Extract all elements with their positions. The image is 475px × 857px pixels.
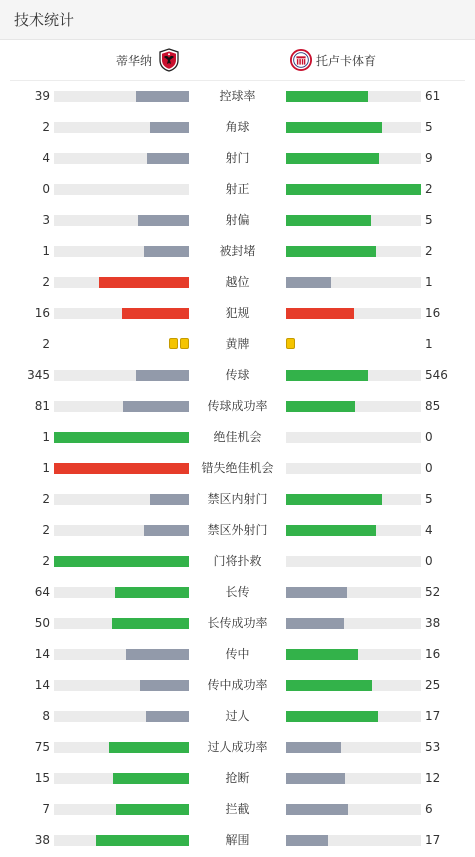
home-value: 1	[42, 461, 50, 475]
home-bar-fill	[116, 804, 189, 815]
home-value: 15	[34, 771, 50, 785]
away-value: 6	[425, 802, 433, 816]
stat-label: 长传	[225, 585, 250, 599]
home-bar-fill	[123, 401, 189, 412]
home-bar-track	[54, 215, 189, 226]
away-value: 1	[425, 337, 433, 351]
home-bar-track	[54, 649, 189, 660]
stat-row	[0, 825, 475, 856]
home-bar-fill	[54, 463, 189, 474]
away-bar-track	[286, 804, 421, 815]
away-value: 0	[425, 554, 433, 568]
home-bar-fill	[150, 494, 189, 505]
home-value: 2	[42, 120, 50, 134]
stat-label: 抢断	[225, 771, 250, 785]
home-value: 75	[34, 740, 50, 754]
away-bar-track	[286, 246, 421, 257]
stat-label: 犯规	[225, 306, 250, 320]
stat-row	[0, 143, 475, 174]
away-bar-track	[286, 525, 421, 536]
stat-row	[0, 608, 475, 639]
stat-row	[0, 794, 475, 825]
home-value: 1	[42, 430, 50, 444]
stat-row	[0, 391, 475, 422]
stat-row	[0, 205, 475, 236]
stat-label: 错失绝佳机会	[201, 461, 274, 475]
home-bar-fill	[136, 91, 189, 102]
away-bar-track	[286, 711, 421, 722]
home-bar-fill	[147, 153, 189, 164]
home-bar-track	[54, 308, 189, 319]
away-bar-fill	[286, 835, 328, 846]
home-bar-track	[54, 525, 189, 536]
stat-label: 绝佳机会	[213, 430, 262, 444]
away-bar-track	[286, 153, 421, 164]
stat-row	[0, 422, 475, 453]
home-bar-track	[54, 277, 189, 288]
away-value: 52	[425, 585, 441, 599]
stat-label: 射门	[225, 151, 250, 165]
home-team-name: 蒂华纳	[115, 53, 152, 68]
home-bar-track	[54, 711, 189, 722]
home-team[interactable]	[116, 48, 180, 72]
home-value: 345	[27, 368, 50, 382]
stat-row	[0, 577, 475, 608]
home-value: 0	[42, 182, 50, 196]
stat-label: 射偏	[225, 213, 250, 227]
home-bar-fill	[96, 835, 189, 846]
stat-label: 过人成功率	[207, 740, 268, 754]
stat-row	[0, 329, 475, 360]
stat-label: 门将扑救	[213, 554, 262, 568]
home-bar-fill	[126, 649, 189, 660]
home-bar-fill	[138, 215, 189, 226]
home-value: 38	[34, 833, 50, 847]
stat-row	[0, 174, 475, 205]
away-bar-fill	[286, 649, 358, 660]
home-bar-track	[54, 680, 189, 691]
away-value: 2	[425, 182, 433, 196]
away-value: 546	[425, 368, 448, 382]
away-bar-fill	[286, 494, 382, 505]
stat-label: 禁区内射门	[207, 492, 268, 506]
home-value: 81	[34, 399, 50, 413]
teams-bar	[10, 40, 465, 81]
stat-label: 被封堵	[219, 244, 256, 258]
home-bar-fill	[140, 680, 189, 691]
stat-row	[0, 732, 475, 763]
away-bar-track	[286, 618, 421, 629]
home-bar-fill	[146, 711, 189, 722]
stat-label: 控球率	[219, 89, 256, 103]
stat-row	[0, 515, 475, 546]
home-value: 50	[34, 616, 50, 630]
away-bar-fill	[286, 370, 368, 381]
away-bar-fill	[286, 618, 344, 629]
stat-row	[0, 763, 475, 794]
away-bar-track	[286, 122, 421, 133]
home-bar-track	[54, 401, 189, 412]
home-bar-track	[54, 432, 189, 443]
home-value: 64	[34, 585, 50, 599]
away-value: 0	[425, 430, 433, 444]
away-bar-track	[286, 649, 421, 660]
home-bar-track	[54, 556, 189, 567]
home-value: 2	[42, 523, 50, 537]
stat-label: 传中	[225, 647, 250, 661]
stat-label: 长传成功率	[207, 616, 268, 630]
home-value: 7	[42, 802, 50, 816]
home-bar-fill	[113, 773, 189, 784]
away-value: 12	[425, 771, 441, 785]
stat-row	[0, 298, 475, 329]
home-bar-track	[54, 494, 189, 505]
home-bar-track	[54, 370, 189, 381]
stat-row	[0, 360, 475, 391]
away-bar-fill	[286, 711, 378, 722]
away-value: 4	[425, 523, 433, 537]
away-bar-track	[286, 463, 421, 474]
away-bar-fill	[286, 122, 382, 133]
home-value: 39	[34, 89, 50, 103]
stat-label: 传中成功率	[207, 678, 268, 692]
away-value: 0	[425, 461, 433, 475]
stat-label: 越位	[225, 275, 250, 289]
away-team-name: 托卢卡体育	[316, 53, 377, 68]
away-bar-fill	[286, 525, 376, 536]
away-cards	[286, 338, 295, 349]
home-bar-fill	[144, 525, 189, 536]
away-bar-track	[286, 401, 421, 412]
away-bar-track	[286, 587, 421, 598]
home-bar-track	[54, 587, 189, 598]
stat-row	[0, 236, 475, 267]
home-bar-track	[54, 804, 189, 815]
away-value: 61	[425, 89, 441, 103]
away-bar-fill	[286, 680, 372, 691]
stat-row	[0, 546, 475, 577]
stat-row	[0, 484, 475, 515]
away-value: 38	[425, 616, 441, 630]
away-bar-fill	[286, 184, 421, 195]
away-value: 5	[425, 492, 433, 506]
away-bar-fill	[286, 277, 331, 288]
home-value: 1	[42, 244, 50, 258]
home-value: 3	[42, 213, 50, 227]
home-bar-fill	[115, 587, 189, 598]
home-bar-track	[54, 773, 189, 784]
stat-row	[0, 112, 475, 143]
stat-row	[0, 267, 475, 298]
away-bar-track	[286, 556, 421, 567]
stat-label: 黄牌	[225, 337, 250, 351]
home-value: 2	[42, 337, 50, 351]
away-bar-fill	[286, 246, 376, 257]
away-value: 16	[425, 306, 441, 320]
home-bar-track	[54, 246, 189, 257]
stats-header	[0, 0, 475, 40]
home-bar-track	[54, 618, 189, 629]
home-bar-track	[54, 184, 189, 195]
stat-label: 拦截	[225, 802, 250, 816]
away-value: 5	[425, 213, 433, 227]
stat-row	[0, 81, 475, 112]
stat-label: 解围	[225, 833, 250, 847]
away-bar-track	[286, 494, 421, 505]
stat-label: 传球成功率	[207, 399, 268, 413]
home-bar-track	[54, 463, 189, 474]
away-value: 85	[425, 399, 441, 413]
stat-row	[0, 639, 475, 670]
away-bar-track	[286, 91, 421, 102]
away-value: 9	[425, 151, 433, 165]
away-value: 16	[425, 647, 441, 661]
stat-row	[0, 701, 475, 732]
yellow-card-icon	[169, 338, 178, 349]
away-bar-fill	[286, 401, 355, 412]
away-bar-fill	[286, 742, 341, 753]
away-bar-track	[286, 432, 421, 443]
stat-label: 传球	[225, 368, 250, 382]
away-bar-fill	[286, 215, 371, 226]
home-bar-fill	[144, 246, 189, 257]
away-value: 17	[425, 833, 441, 847]
away-bar-track	[286, 277, 421, 288]
away-bar-fill	[286, 153, 379, 164]
home-value: 4	[42, 151, 50, 165]
home-bar-fill	[112, 618, 189, 629]
away-team[interactable]	[290, 48, 376, 72]
home-bar-fill	[122, 308, 190, 319]
page-title: 技术统计	[14, 11, 75, 29]
home-bar-track	[54, 835, 189, 846]
away-bar-fill	[286, 804, 348, 815]
away-value: 25	[425, 678, 441, 692]
yellow-card-icon	[180, 338, 189, 349]
away-value: 5	[425, 120, 433, 134]
away-bar-track	[286, 680, 421, 691]
home-value: 2	[42, 554, 50, 568]
toluca-crest-icon	[290, 48, 312, 72]
away-bar-track	[286, 773, 421, 784]
home-value: 2	[42, 492, 50, 506]
home-bar-track	[54, 91, 189, 102]
home-bar-track	[54, 153, 189, 164]
away-bar-track	[286, 215, 421, 226]
stat-label: 禁区外射门	[207, 523, 268, 537]
home-value: 2	[42, 275, 50, 289]
away-value: 2	[425, 244, 433, 258]
home-value: 8	[42, 709, 50, 723]
home-bar-fill	[54, 556, 189, 567]
home-bar-fill	[109, 742, 189, 753]
home-bar-fill	[150, 122, 189, 133]
away-bar-track	[286, 184, 421, 195]
away-bar-fill	[286, 773, 345, 784]
away-value: 17	[425, 709, 441, 723]
home-bar-fill	[54, 432, 189, 443]
stat-label: 角球	[225, 120, 250, 134]
home-value: 14	[34, 678, 50, 692]
home-cards	[169, 338, 189, 349]
stat-row	[0, 670, 475, 701]
home-value: 16	[34, 306, 50, 320]
away-bar-track	[286, 370, 421, 381]
home-value: 14	[34, 647, 50, 661]
home-bar-track	[54, 122, 189, 133]
away-value: 53	[425, 740, 441, 754]
stat-row	[0, 453, 475, 484]
away-bar-fill	[286, 91, 368, 102]
away-bar-fill	[286, 587, 347, 598]
home-bar-fill	[136, 370, 189, 381]
away-bar-fill	[286, 308, 354, 319]
stats-list	[0, 81, 475, 856]
stat-label: 过人	[225, 709, 250, 723]
home-bar-fill	[99, 277, 189, 288]
stat-label: 射正	[225, 182, 250, 196]
away-bar-track	[286, 308, 421, 319]
away-bar-track	[286, 742, 421, 753]
away-bar-track	[286, 835, 421, 846]
tijuana-crest-icon	[158, 48, 180, 72]
home-bar-track	[54, 742, 189, 753]
away-value: 1	[425, 275, 433, 289]
yellow-card-icon	[286, 338, 295, 349]
